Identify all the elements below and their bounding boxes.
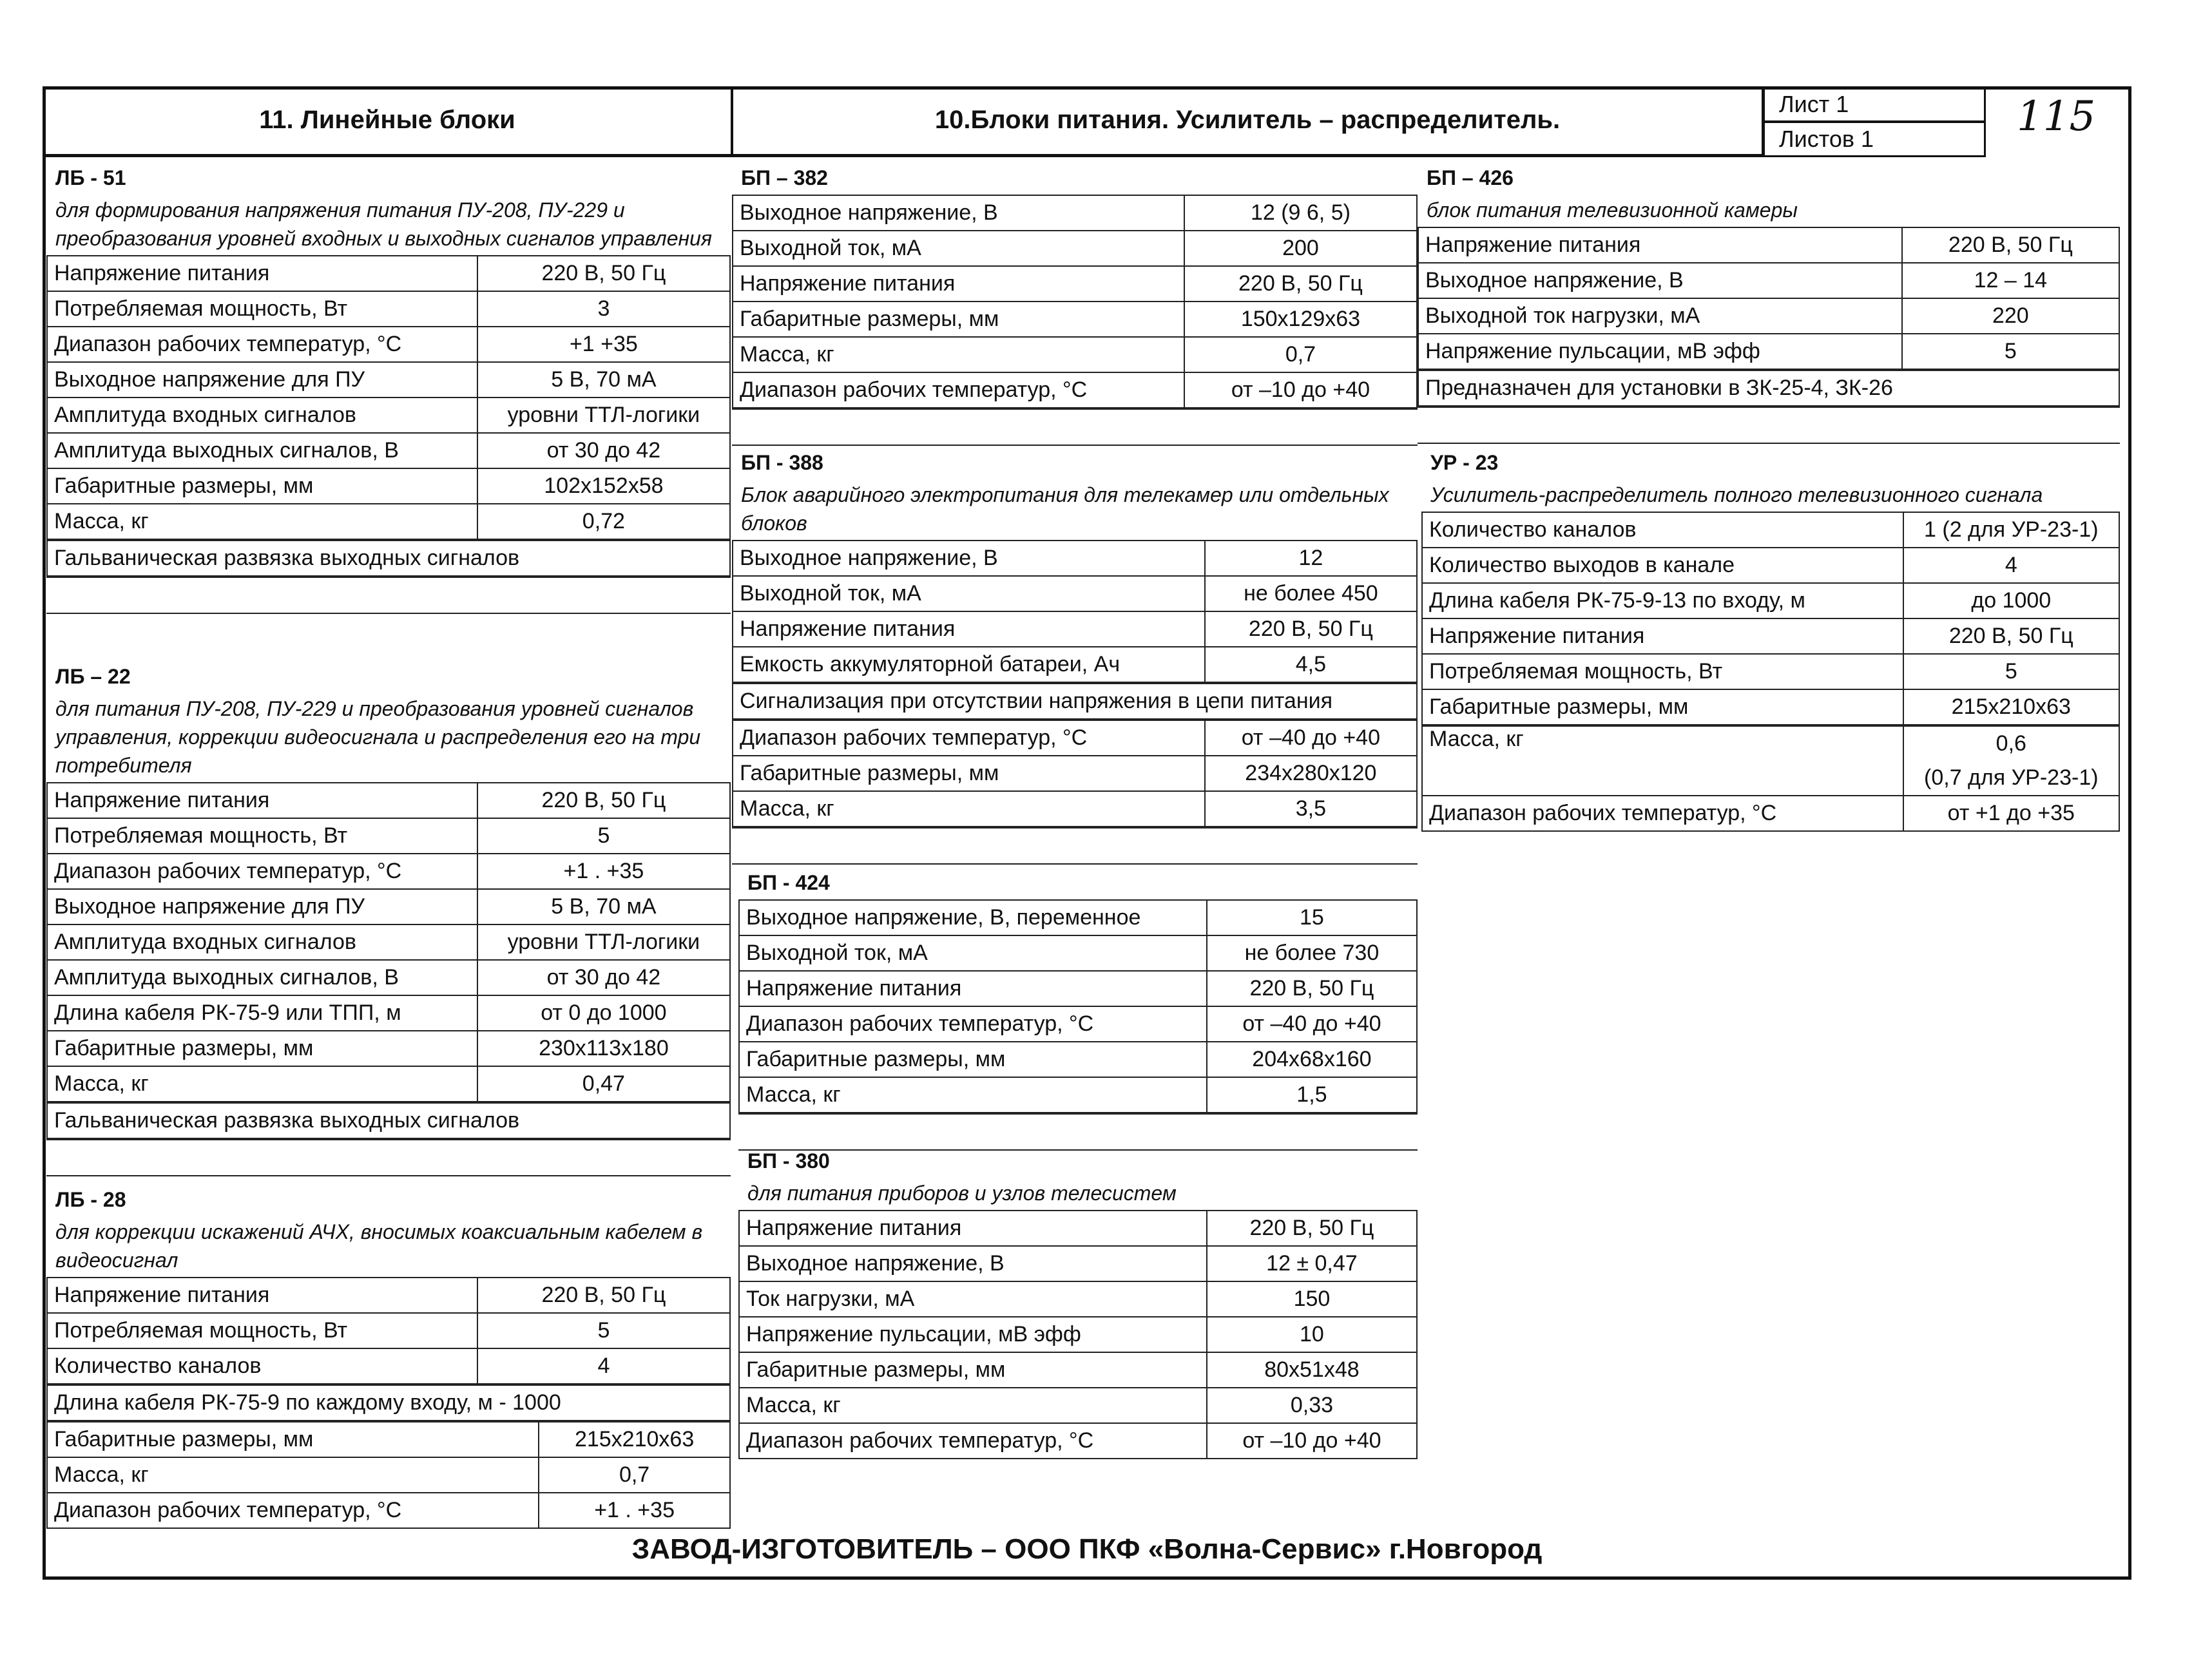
- param-label: Напряжение пульсации, мВ эфф: [1418, 334, 1902, 369]
- table-row: [1422, 583, 2119, 618]
- bp388-table-2: [732, 720, 1418, 827]
- ur23-table: [1421, 512, 2120, 725]
- param-value: 10: [1207, 1317, 1417, 1352]
- table-row: [739, 935, 1417, 971]
- table-row: [47, 362, 730, 397]
- param-label: Габаритные размеры, мм: [733, 756, 1205, 791]
- param-value: 204х68х160: [1207, 1042, 1417, 1077]
- table-row: [733, 791, 1417, 827]
- param-label: Напряжение питания: [47, 256, 477, 291]
- table-row: [47, 468, 730, 504]
- ur23-mass-value: 0,6: [1903, 726, 2119, 761]
- page-number: 115: [2017, 93, 2096, 140]
- ur23-mass-spacer: [1422, 761, 1903, 796]
- bp424-table: [738, 899, 1418, 1113]
- table-row: [1422, 548, 2119, 583]
- param-value: 12 – 14: [1902, 263, 2119, 298]
- param-value: от –10 до +40: [1207, 1423, 1417, 1459]
- bp426-title: БП – 426: [1427, 166, 1514, 189]
- table-row: [733, 541, 1417, 576]
- bp388-title: БП - 388: [741, 451, 823, 474]
- param-value: 220: [1902, 298, 2119, 334]
- param-label: Амплитуда входных сигналов: [47, 924, 477, 960]
- param-label: Выходное напряжение для ПУ: [47, 362, 477, 397]
- left-column-title: 11. Линейные блоки: [43, 86, 732, 157]
- bp426-gap: [1418, 407, 2120, 444]
- param-value: 0,33: [1207, 1388, 1417, 1423]
- bp426-section: [1418, 161, 2120, 444]
- param-value: 4: [1903, 548, 2119, 583]
- param-label: Напряжение питания: [1422, 618, 1903, 654]
- param-label: Потребляемая мощность, Вт: [47, 1313, 477, 1348]
- table-row: [47, 1348, 730, 1384]
- table-row: [47, 256, 730, 291]
- param-value: +1 . +35: [539, 1493, 730, 1528]
- bp382-gap: [732, 408, 1418, 446]
- lb28-table: [46, 1277, 731, 1384]
- param-label: Габаритные размеры, мм: [739, 1352, 1207, 1388]
- bp426-description: блок питания телевизионной камеры: [1427, 198, 1798, 222]
- table-row: [739, 1423, 1417, 1459]
- ur23-mass-label: Масса, кг: [1422, 726, 1903, 761]
- param-label: Габаритные размеры, мм: [47, 468, 477, 504]
- param-label: Напряжение питания: [733, 611, 1205, 647]
- table-row: [47, 1313, 730, 1348]
- param-label: Амплитуда входных сигналов: [47, 397, 477, 433]
- param-value: 220 В, 50 Гц: [1207, 1211, 1417, 1246]
- param-label: Емкость аккумуляторной батареи, Ач: [733, 647, 1205, 682]
- ur23-temp-value: от +1 до +35: [1903, 796, 2119, 831]
- param-label: Выходной ток нагрузки, мА: [1418, 298, 1902, 334]
- param-value: 12 ± 0,47: [1207, 1246, 1417, 1281]
- param-label: Масса, кг: [733, 337, 1184, 372]
- param-value: 12 (9 6, 5): [1184, 195, 1417, 231]
- bp426-note-table: [1418, 370, 2120, 407]
- param-value: 0,7: [539, 1457, 730, 1493]
- table-row: [47, 1422, 730, 1457]
- table-row: [1422, 689, 2119, 725]
- table-row: [47, 1031, 730, 1066]
- param-value: 220 В, 50 Гц: [1184, 266, 1417, 302]
- param-label: Масса, кг: [739, 1077, 1207, 1113]
- param-label: Напряжение пульсации, мВ эфф: [739, 1317, 1207, 1352]
- table-row: [47, 924, 730, 960]
- ur23-section: [1421, 446, 2120, 832]
- param-value: 5 В, 70 мА: [477, 889, 730, 924]
- ur23-mass-value-2: (0,7 для УР-23-1): [1903, 761, 2119, 796]
- param-value: 0,7: [1184, 337, 1417, 372]
- param-label: Напряжение питания: [733, 266, 1184, 302]
- param-label: Диапазон рабочих температур, °С: [47, 327, 477, 362]
- param-value: от 30 до 42: [477, 433, 730, 468]
- bp380-description: для питания приборов и узлов телесистем: [747, 1182, 1177, 1205]
- param-value: 3: [477, 291, 730, 327]
- bp424-title: БП - 424: [747, 871, 830, 894]
- table-row: [1422, 654, 2119, 689]
- bp380-section: [738, 1144, 1418, 1459]
- lb22-table: [46, 782, 731, 1102]
- param-value: 220 В, 50 Гц: [1207, 971, 1417, 1006]
- param-label: Потребляемая мощность, Вт: [1422, 654, 1903, 689]
- table-row: [47, 1066, 730, 1102]
- param-label: Длина кабеля РК-75-9-13 по входу, м: [1422, 583, 1903, 618]
- param-value: 12: [1205, 541, 1417, 576]
- param-value: 150х129х63: [1184, 302, 1417, 337]
- table-row: [47, 397, 730, 433]
- table-row: [47, 818, 730, 854]
- bp382-title: БП – 382: [741, 166, 828, 189]
- param-label: Напряжение питания: [47, 1278, 477, 1313]
- table-row: [739, 1077, 1417, 1113]
- param-label: Напряжение питания: [739, 1211, 1207, 1246]
- lb28-title: ЛБ - 28: [55, 1188, 126, 1211]
- table-row: [739, 971, 1417, 1006]
- manufacturer-footer: ЗАВОД-ИЗГОТОВИТЕЛЬ – ООО ПКФ «Волна-Сервис» г.Новгород: [631, 1533, 1543, 1565]
- param-label: Амплитуда выходных сигналов, В: [47, 433, 477, 468]
- param-label: Потребляемая мощность, Вт: [47, 291, 477, 327]
- param-label: Масса, кг: [733, 791, 1205, 827]
- table-row: [1418, 227, 2119, 263]
- table-row: [1418, 263, 2119, 298]
- table-row: [739, 1388, 1417, 1423]
- param-label: Диапазон рабочих температур, °С: [739, 1423, 1207, 1459]
- table-row: [47, 783, 730, 818]
- table-row: [733, 647, 1417, 682]
- param-value: 5 В, 70 мА: [477, 362, 730, 397]
- param-label: Масса, кг: [47, 1066, 477, 1102]
- param-value: от –40 до +40: [1205, 720, 1417, 756]
- param-label: Выходное напряжение, В: [733, 541, 1205, 576]
- table-row: [47, 504, 730, 539]
- table-row: [47, 1457, 730, 1493]
- param-label: Габаритные размеры, мм: [739, 1042, 1207, 1077]
- center-title: 10.Блоки питания. Усилитель – распределитель.: [732, 86, 1763, 157]
- ur23-mass-table: [1421, 725, 2120, 832]
- bp382-table: [732, 195, 1418, 408]
- param-label: Габаритные размеры, мм: [47, 1422, 539, 1457]
- param-value: 5: [477, 1313, 730, 1348]
- column-divider-1: [731, 86, 733, 157]
- table-row: [1418, 334, 2119, 369]
- table-row: [47, 1493, 730, 1528]
- param-value: уровни ТТЛ-логики: [477, 924, 730, 960]
- param-value: уровни ТТЛ-логики: [477, 397, 730, 433]
- param-value: 1,5: [1207, 1077, 1417, 1113]
- param-value: 3,5: [1205, 791, 1417, 827]
- param-value: 220 В, 50 Гц: [477, 256, 730, 291]
- param-value: 4,5: [1205, 647, 1417, 682]
- table-row: [739, 1246, 1417, 1281]
- lb28-table-2: [46, 1421, 731, 1529]
- param-label: Количество каналов: [1422, 512, 1903, 548]
- bp380-table: [738, 1210, 1418, 1459]
- param-value: 215х210х63: [1903, 689, 2119, 725]
- lb51-note-table: [46, 540, 731, 577]
- param-label: Напряжение питания: [1418, 227, 1902, 263]
- param-label: Выходное напряжение, В: [733, 195, 1184, 231]
- param-value: +1 . +35: [477, 854, 730, 889]
- table-row: [733, 302, 1417, 337]
- param-label: Масса, кг: [47, 504, 477, 539]
- lb28-description: для коррекции искажений АЧХ, вносимых коаксиальным кабелем в видеосигнал: [55, 1220, 703, 1272]
- param-value: от –10 до +40: [1184, 372, 1417, 408]
- param-label: Напряжение питания: [47, 783, 477, 818]
- table-row: [739, 1042, 1417, 1077]
- bp388-section: [732, 446, 1418, 865]
- bp388-note: Сигнализация при отсутствии напряжения в цепи питания: [733, 684, 1417, 719]
- lb22-description: для питания ПУ-208, ПУ-229 и преобразования уровней сигналов управления, коррекции видеосигнала и распределения его на три потребителя: [55, 697, 701, 777]
- param-label: Ток нагрузки, мА: [739, 1281, 1207, 1317]
- param-value: 5: [477, 818, 730, 854]
- bp424-section: [738, 866, 1418, 1151]
- ur23-description: Усилитель-распределитель полного телевизионного сигнала: [1430, 483, 2043, 506]
- lb51-description: для формирования напряжения питания ПУ-208, ПУ-229 и преобразования уровней входных и выходных сигналов управления: [55, 198, 713, 250]
- param-value: 5: [1902, 334, 2119, 369]
- param-value: от 30 до 42: [477, 960, 730, 995]
- table-row: [47, 995, 730, 1031]
- lb22-section: [46, 660, 731, 1176]
- table-row: [47, 433, 730, 468]
- table-row: [47, 1278, 730, 1313]
- lb28-section: [46, 1183, 731, 1529]
- bp426-table: [1418, 227, 2120, 370]
- lb28-note: Длина кабеля РК-75-9 по каждому входу, м - 1000: [47, 1385, 730, 1421]
- param-label: Потребляемая мощность, Вт: [47, 818, 477, 854]
- param-label: Выходное напряжение, В, переменное: [739, 900, 1207, 935]
- table-row: [733, 611, 1417, 647]
- param-value: 0,47: [477, 1066, 730, 1102]
- param-label: Диапазон рабочих температур, °С: [733, 720, 1205, 756]
- table-row: [733, 576, 1417, 611]
- lb22-title: ЛБ – 22: [55, 665, 131, 688]
- param-value: 5: [1903, 654, 2119, 689]
- param-value: +1 +35: [477, 327, 730, 362]
- param-label: Амплитуда выходных сигналов, В: [47, 960, 477, 995]
- param-label: Диапазон рабочих температур, °С: [733, 372, 1184, 408]
- lb51-note: Гальваническая развязка выходных сигналов: [47, 541, 730, 576]
- bp382-section: [732, 161, 1418, 446]
- lb22-note-table: [46, 1102, 731, 1139]
- lb51-gap: [46, 577, 731, 614]
- bp388-description: Блок аварийного электропитания для телекамер или отдельных блоков: [741, 483, 1389, 535]
- param-value: не более 730: [1207, 935, 1417, 971]
- ur23-temp-label: Диапазон рабочих температур, °С: [1422, 796, 1903, 831]
- bp388-gap: [732, 827, 1418, 865]
- param-value: 80х51х48: [1207, 1352, 1417, 1388]
- table-row: [739, 1317, 1417, 1352]
- lb51-section: [46, 161, 731, 614]
- param-value: 230х113х180: [477, 1031, 730, 1066]
- param-label: Выходной ток, мА: [739, 935, 1207, 971]
- param-value: 220 В, 50 Гц: [1205, 611, 1417, 647]
- param-value: 102х152х58: [477, 468, 730, 504]
- table-row: [47, 854, 730, 889]
- param-value: 150: [1207, 1281, 1417, 1317]
- table-row: [47, 291, 730, 327]
- table-row: [733, 195, 1417, 231]
- param-label: Выходное напряжение, В: [1418, 263, 1902, 298]
- sheets-label: [1763, 121, 1986, 157]
- lb22-gap: [46, 1139, 731, 1176]
- table-row: [1418, 298, 2119, 334]
- lb22-note: Гальваническая развязка выходных сигналов: [47, 1103, 730, 1138]
- param-label: Масса, кг: [739, 1388, 1207, 1423]
- bp426-note: Предназначен для установки в ЗК-25-4, ЗК-26: [1418, 370, 2119, 406]
- table-row: [739, 1006, 1417, 1042]
- bp388-table: [732, 540, 1418, 683]
- param-value: 215х210х63: [539, 1422, 730, 1457]
- column-divider-2: [1762, 86, 1764, 157]
- param-label: Диапазон рабочих температур, °С: [47, 1493, 539, 1528]
- param-value: 220 В, 50 Гц: [1903, 618, 2119, 654]
- param-label: Выходной ток, мА: [733, 231, 1184, 266]
- param-value: 220 В, 50 Гц: [477, 783, 730, 818]
- param-label: Выходной ток, мА: [733, 576, 1205, 611]
- table-row: [733, 266, 1417, 302]
- table-row: [733, 756, 1417, 791]
- param-value: 0,72: [477, 504, 730, 539]
- param-value: от 0 до 1000: [477, 995, 730, 1031]
- param-value: до 1000: [1903, 583, 2119, 618]
- bp388-note-table: [732, 683, 1418, 720]
- param-label: Количество каналов: [47, 1348, 477, 1384]
- param-label: Количество выходов в канале: [1422, 548, 1903, 583]
- table-row: [47, 960, 730, 995]
- table-row: [739, 1352, 1417, 1388]
- table-row: [739, 1281, 1417, 1317]
- param-value: 15: [1207, 900, 1417, 935]
- param-value: от –40 до +40: [1207, 1006, 1417, 1042]
- table-row: [733, 720, 1417, 756]
- lb51-table: [46, 255, 731, 540]
- param-value: 1 (2 для УР-23-1): [1903, 512, 2119, 548]
- param-value: 220 В, 50 Гц: [1902, 227, 2119, 263]
- table-row: [739, 1211, 1417, 1246]
- param-label: Выходное напряжение, В: [739, 1246, 1207, 1281]
- param-label: Напряжение питания: [739, 971, 1207, 1006]
- param-label: Выходное напряжение для ПУ: [47, 889, 477, 924]
- param-value: 220 В, 50 Гц: [477, 1278, 730, 1313]
- lb28-note-table: [46, 1384, 731, 1421]
- table-row: [47, 327, 730, 362]
- param-label: Габаритные размеры, мм: [1422, 689, 1903, 725]
- param-label: Диапазон рабочих температур, °С: [739, 1006, 1207, 1042]
- table-row: [739, 900, 1417, 935]
- param-label: Габаритные размеры, мм: [47, 1031, 477, 1066]
- param-label: Масса, кг: [47, 1457, 539, 1493]
- table-row: [733, 372, 1417, 408]
- param-value: 200: [1184, 231, 1417, 266]
- param-label: Габаритные размеры, мм: [733, 302, 1184, 337]
- param-label: Длина кабеля РК-75-9 или ТПП, м: [47, 995, 477, 1031]
- sheets-label-text: Листов 1: [1779, 126, 1874, 152]
- param-value: не более 450: [1205, 576, 1417, 611]
- param-value: 4: [477, 1348, 730, 1384]
- sheet-label: [1763, 86, 1986, 122]
- table-row: [47, 889, 730, 924]
- param-label: Диапазон рабочих температур, °С: [47, 854, 477, 889]
- table-row: [733, 337, 1417, 372]
- bp380-title: БП - 380: [747, 1149, 830, 1173]
- table-row: [1422, 512, 2119, 548]
- param-value: 234х280х120: [1205, 756, 1417, 791]
- lb51-title: ЛБ - 51: [55, 166, 126, 189]
- sheet-label-text: Лист 1: [1779, 91, 1849, 117]
- ur23-title: УР - 23: [1430, 451, 1499, 474]
- table-row: [733, 231, 1417, 266]
- table-row: [1422, 618, 2119, 654]
